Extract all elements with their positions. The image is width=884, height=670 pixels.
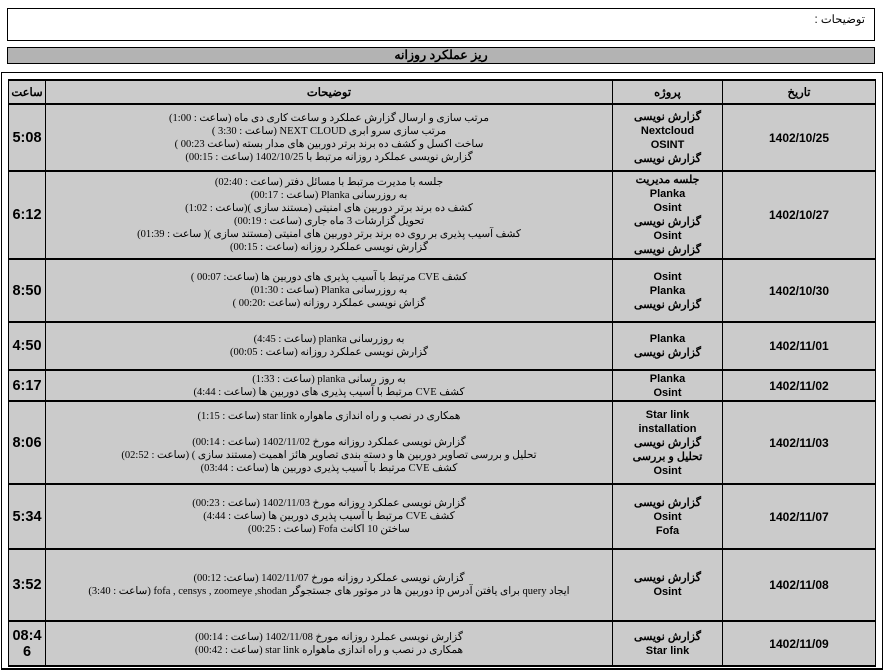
hours-cell: 5:34 bbox=[9, 484, 46, 549]
details-cell bbox=[46, 259, 613, 322]
details-cell bbox=[46, 484, 613, 549]
hours-cell: 3:52 bbox=[9, 549, 46, 621]
details-cell bbox=[46, 322, 613, 370]
details-line: گزارش نویسی عملرد روزانه مورخ 1402/11/08 (ساعت : 00:14) bbox=[195, 631, 463, 643]
project-line: Osint bbox=[653, 202, 682, 214]
project-line: Planka bbox=[649, 333, 686, 345]
details-line: کشف ده برند برتر دوربین های امنیتی (مستند سازی )(ساعت : 1:02) bbox=[185, 203, 473, 214]
project-line: گزارش نویسی bbox=[634, 216, 701, 228]
project-line: Osint bbox=[653, 464, 682, 477]
details-cell bbox=[46, 104, 613, 171]
table-row bbox=[9, 104, 876, 171]
project-line: Fofa bbox=[655, 524, 680, 537]
project-line: گزارش نویسی bbox=[634, 110, 701, 123]
col-header-details: توضیحات bbox=[46, 80, 613, 104]
details-line: ساختن 10 اکانت Fofa (ساعت : 00:25) bbox=[248, 524, 410, 535]
date-cell: 1402/11/08 bbox=[723, 549, 876, 621]
project-line: Nextcloud bbox=[640, 124, 695, 137]
hours-cell: 6:12 bbox=[9, 171, 46, 259]
details-line: گزارش نویسی عملکرد روزانه مورخ 1402/11/07 (ساعت: 00:12) bbox=[193, 573, 465, 584]
details-line: به روز رسانی planka (ساعت : 1:33) bbox=[252, 373, 406, 385]
hours-cell: 8:06 bbox=[9, 401, 46, 484]
project-line: Osint bbox=[653, 270, 682, 283]
project-line: Planka bbox=[649, 372, 686, 385]
report-rows bbox=[9, 104, 876, 666]
project-line: گزارش نویسی bbox=[634, 630, 701, 643]
details-cell bbox=[46, 549, 613, 621]
project-cell bbox=[613, 401, 723, 484]
details-line: به روزرسانی planka (ساعت : 4:45) bbox=[253, 334, 405, 345]
details-line bbox=[46, 423, 612, 436]
project-line: گزارش نویسی bbox=[634, 298, 701, 311]
date-cell: 1402/11/01 bbox=[723, 322, 876, 370]
details-cell bbox=[46, 621, 613, 666]
table-row bbox=[9, 259, 876, 322]
project-cell bbox=[613, 322, 723, 370]
project-line: Planka bbox=[649, 188, 686, 200]
details-line: گزارش نویسی عملکرد روزانه مرتبط با 1402/10/25 (ساعت : 00:15) bbox=[185, 151, 473, 163]
details-cell bbox=[46, 171, 613, 259]
col-header-date: تاریخ bbox=[723, 80, 876, 104]
banner-title-bar bbox=[7, 47, 875, 64]
project-cell bbox=[613, 259, 723, 322]
date-cell: 1402/10/25 bbox=[723, 104, 876, 171]
details-line: گزارش نویسی عملکرد روزانه (ساعت : 00:05) bbox=[230, 347, 428, 358]
details-line: مرتب سازی و ارسال گزارش عملکرد و ساعت کاری دی ماه (ساعت : 1:00) bbox=[169, 112, 489, 124]
project-line: Osint bbox=[653, 586, 682, 598]
details-line: گزاش نویسی عملکرد روزانه (ساعت :00:20 ) bbox=[232, 298, 426, 309]
project-line: گزارش نویسی bbox=[634, 436, 701, 449]
date-cell: 1402/11/07 bbox=[723, 484, 876, 549]
project-cell bbox=[613, 171, 723, 259]
project-cell bbox=[613, 549, 723, 621]
project-line: جلسه مدیریت bbox=[635, 174, 700, 186]
project-line: گزارش نویسی bbox=[634, 152, 701, 165]
details-line: تحویل گزارشات 3 ماه جاری (ساعت : 00:19) bbox=[233, 216, 424, 227]
table-row bbox=[9, 484, 876, 549]
hours-cell: 08:46 bbox=[9, 621, 46, 666]
details-line: کشف CVE مرتبط با آسیب پذیری های دوربین ها (ساعت: 00:07 ) bbox=[190, 272, 468, 283]
details-line: کشف CVE مرتبط با آسیب پذیری های دوربین ها (ساعت : 4:44) bbox=[193, 386, 465, 398]
details-line: همکاری در نصب و راه اندازی ماهواره star link (ساعت : 1:15) bbox=[197, 411, 461, 422]
project-line: گزارش نویسی bbox=[634, 244, 701, 256]
date-cell: 1402/11/02 bbox=[723, 370, 876, 401]
project-line: Planka bbox=[649, 284, 686, 297]
hours-cell: 6:17 bbox=[9, 370, 46, 401]
details-line: به روزرسانی Planka (ساعت : 01:30) bbox=[250, 285, 408, 296]
details-line: مرتب سازی سرو ابری NEXT CLOUD (ساعت : 3:30 ) bbox=[211, 125, 447, 137]
notes-box bbox=[7, 8, 875, 41]
project-line: Star link bbox=[645, 644, 690, 657]
details-cell bbox=[46, 401, 613, 484]
details-line: همکاری در نصب و راه اندازی ماهواره star link (ساعت : 00:42) bbox=[194, 644, 464, 656]
details-line: کشف CVE مرتبط با آسیب پذیری دوربین ها (ساعت : 4:44) bbox=[203, 511, 455, 522]
project-cell bbox=[613, 104, 723, 171]
table-row bbox=[9, 322, 876, 370]
table-row bbox=[9, 621, 876, 666]
daily-report-table bbox=[8, 79, 876, 667]
details-cell bbox=[46, 370, 613, 401]
table-row bbox=[9, 171, 876, 259]
details-line: به روزرسانی Planka (ساعت : 00:17) bbox=[250, 190, 408, 201]
details-line: ساخت اکسل و کشف ده برند برتر دوربین های مدار بسته (ساعت 00:23 ) bbox=[174, 138, 484, 150]
project-cell bbox=[613, 370, 723, 401]
details-line: گزارش نویسی عملکرد روزانه (ساعت : 00:15) bbox=[230, 242, 428, 253]
date-cell: 1402/10/30 bbox=[723, 259, 876, 322]
details-line: تحلیل و بررسی تصاویر دوربین ها و دسته بندی تصاویر هائز اهمیت (مستند سازی ) (ساعت : 02:52) bbox=[121, 450, 537, 461]
project-line: گزارش نویسی bbox=[634, 572, 701, 584]
project-line: Osint bbox=[653, 386, 682, 399]
notes-label: توضیحات : bbox=[814, 14, 865, 26]
details-line: گزارش نویسی عملکرد روزانه مورخ 1402/11/03 (ساعت : 00:23) bbox=[192, 498, 466, 509]
date-cell: 1402/11/09 bbox=[723, 621, 876, 666]
date-cell: 1402/10/27 bbox=[723, 171, 876, 259]
details-line: ایجاد query برای یافتن آدرس ip دوربین ها در موتور های جستجوگر fofa , censys , zoomeye ,shodan (ساعت : 3:40) bbox=[88, 586, 570, 597]
report-container bbox=[1, 72, 883, 670]
project-line: گزارش نویسی bbox=[634, 347, 701, 359]
project-line: Osint bbox=[653, 230, 682, 242]
date-cell: 1402/11/03 bbox=[723, 401, 876, 484]
details-line: کشف آسیب پذیری بر روی ده برند برتر دوربین های امنیتی (مستند سازی )( ساعت : 01:39) bbox=[137, 229, 521, 240]
col-header-hours: ساعت bbox=[9, 80, 46, 104]
hours-cell: 8:50 bbox=[9, 259, 46, 322]
table-row bbox=[9, 549, 876, 621]
hours-cell: 4:50 bbox=[9, 322, 46, 370]
project-line: Star link bbox=[645, 408, 690, 421]
project-line: تحلیل و بررسی bbox=[632, 450, 703, 463]
details-line: جلسه با مدیرت مرتبط با مسائل دفتر (ساعت : 02:40) bbox=[214, 177, 444, 188]
details-line: گزارش نویسی عملکرد روزانه مورخ 1402/11/02 (ساعت : 00:14) bbox=[192, 437, 466, 448]
project-cell bbox=[613, 484, 723, 549]
details-line: کشف CVE مرتبط با آسیب پذیری دوربین ها (ساعت : 03:44) bbox=[200, 463, 458, 474]
project-line: Osint bbox=[653, 510, 682, 523]
table-row bbox=[9, 370, 876, 401]
banner-title: ریز عملکرد روزانه bbox=[394, 48, 488, 62]
project-line: installation bbox=[638, 422, 697, 435]
hours-cell: 5:08 bbox=[9, 104, 46, 171]
project-cell bbox=[613, 621, 723, 666]
project-line: گزارش نویسی bbox=[634, 496, 701, 509]
project-line: OSINT bbox=[650, 138, 685, 151]
table-row bbox=[9, 401, 876, 484]
header-row bbox=[9, 80, 876, 104]
col-header-project: پروژه bbox=[613, 80, 723, 104]
